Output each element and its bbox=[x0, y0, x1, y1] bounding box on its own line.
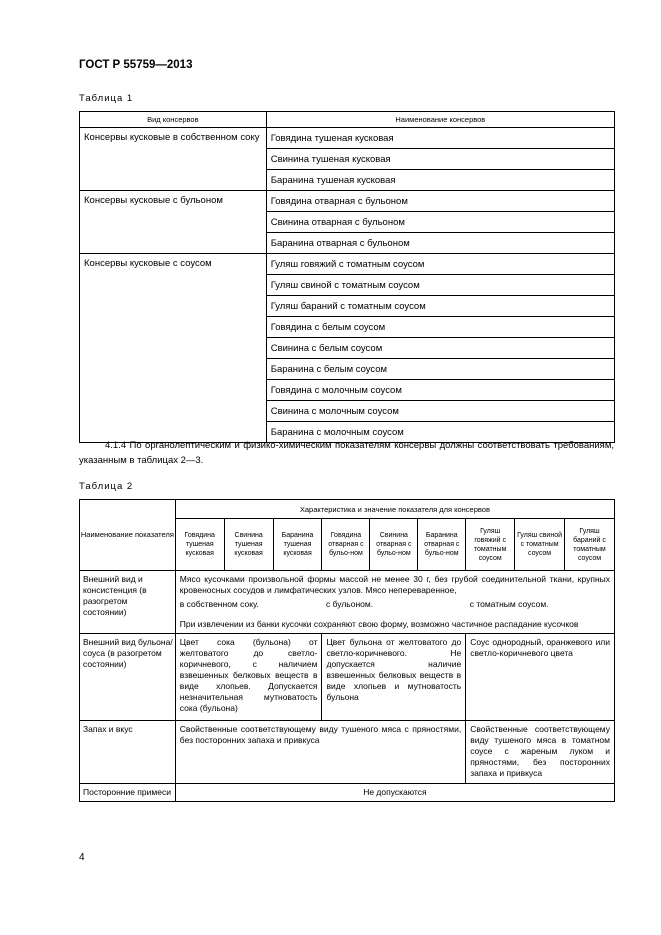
table1-item: Баранина с белым соусом bbox=[266, 359, 614, 380]
table1-item: Баранина отварная с бульоном bbox=[266, 233, 614, 254]
table1-item: Баранина тушеная кусковая bbox=[266, 170, 614, 191]
table2-col-header: Гуляш бараний с томатным соусом bbox=[565, 519, 615, 571]
table1-header-kind: Вид консервов bbox=[80, 112, 267, 128]
smell-g3: Свойственные соответствующему виду тушеного мяса в томатном соусе с жареным луком и пряностями, без посторонних запаха и привкуса bbox=[466, 721, 615, 784]
table1-item: Говядина отварная с бульоном bbox=[266, 191, 614, 212]
table1-item: Свинина отварная с бульоном bbox=[266, 212, 614, 233]
table1-item: Свинина с молочным соусом bbox=[266, 401, 614, 422]
table2-row-name: Посторонние примеси bbox=[80, 784, 176, 802]
table1-caption: Таблица 1 bbox=[79, 93, 134, 104]
table1 bbox=[79, 111, 615, 443]
table1-item: Свинина с белым соусом bbox=[266, 338, 614, 359]
table2-name-header: Наименование показателя bbox=[80, 500, 176, 571]
table2-col-header: Баранина тушеная кусковая bbox=[273, 519, 322, 571]
table2-col-header: Гуляш говяжий с томатным соусом bbox=[466, 519, 515, 571]
table1-item: Гуляш бараний с томатным соусом bbox=[266, 296, 614, 317]
broth-g3: Соус однородный, оранжевого или светло-коричневого цвета bbox=[466, 634, 615, 721]
table1-kind-cell: Консервы кусковые в собственном соку bbox=[80, 128, 267, 191]
appearance-extra: При извлечении из банки кусочки сохраняют свою форму, возможно частичное распадание кусочков bbox=[175, 613, 614, 634]
paragraph-4-1-4: 4.1.4 По органолептическим и физико-химическим показателям консервы должны соответствовать требованиям, указанным в таблицах 2—3. bbox=[79, 440, 614, 466]
table1-item: Гуляш свиной с томатным соусом bbox=[266, 275, 614, 296]
table1-item: Говядина тушеная кусковая bbox=[266, 128, 614, 149]
table2-col-header: Свинина тушеная кусковая bbox=[224, 519, 273, 571]
appearance-common: Мясо кусочками произвольной формы массой не менее 30 г, без грубой соединительной ткани, крупных кровеносных сосудов и лимфатических узлов. Мясо непереваренное, bbox=[175, 571, 614, 600]
broth-g1: Цвет сока (бульона) от желтоватого до светло-коричневого, с наличием взвешенных белковых веществ в виде хлопьев. Допускается незначительная мутноватость сока (бульона) bbox=[175, 634, 322, 721]
appearance-g1: в собственном соку. bbox=[175, 599, 322, 613]
table1-header-name: Наименование консервов bbox=[266, 112, 614, 128]
table2-col-header: Баранина отварная с бульо-ном bbox=[418, 519, 466, 571]
table1-item: Говядина с белым соусом bbox=[266, 317, 614, 338]
smell-g12: Свойственные соответствующему виду тушеного мяса с пряностями, без посторонних запаха и привкуса bbox=[175, 721, 465, 784]
table2-row-name: Запах и вкус bbox=[80, 721, 176, 784]
table1-item: Баранина с молочным соусом bbox=[266, 422, 614, 443]
table1-item: Свинина тушеная кусковая bbox=[266, 149, 614, 170]
page-number: 4 bbox=[79, 852, 85, 863]
table2-row-name: Внешний вид и консистенция (в разогретом состоянии) bbox=[80, 571, 176, 634]
broth-g2: Цвет бульона от желтоватого до светло-коричневого. Не допускается наличие взвешенных белковых веществ в виде хлопьев и мутноватость бульона bbox=[322, 634, 466, 721]
appearance-g3: с томатным соусом. bbox=[466, 599, 615, 613]
table2-col-header: Говядина тушеная кусковая bbox=[175, 519, 224, 571]
table2-caption: Таблица 2 bbox=[79, 481, 134, 492]
table2 bbox=[79, 499, 615, 802]
impurities-value: Не допускаются bbox=[175, 784, 614, 802]
table1-item: Говядина с молочным соусом bbox=[266, 380, 614, 401]
table2-col-header: Гуляш свиной с томатным соусом bbox=[515, 519, 565, 571]
table2-col-header: Говядина отварная с бульо-ном bbox=[322, 519, 370, 571]
table1-kind-cell: Консервы кусковые с соусом bbox=[80, 254, 267, 443]
appearance-g2: с бульоном. bbox=[325, 599, 374, 609]
table1-item: Гуляш говяжий с томатным соусом bbox=[266, 254, 614, 275]
table1-kind-cell: Консервы кусковые с бульоном bbox=[80, 191, 267, 254]
document-header: ГОСТ Р 55759—2013 bbox=[79, 59, 193, 71]
table2-row-name: Внешний вид бульона/соуса (в разогретом состоянии) bbox=[80, 634, 176, 721]
table2-group-header: Характеристика и значение показателя для консервов bbox=[175, 500, 614, 519]
table2-col-header: Свинина отварная с бульо-ном bbox=[370, 519, 418, 571]
